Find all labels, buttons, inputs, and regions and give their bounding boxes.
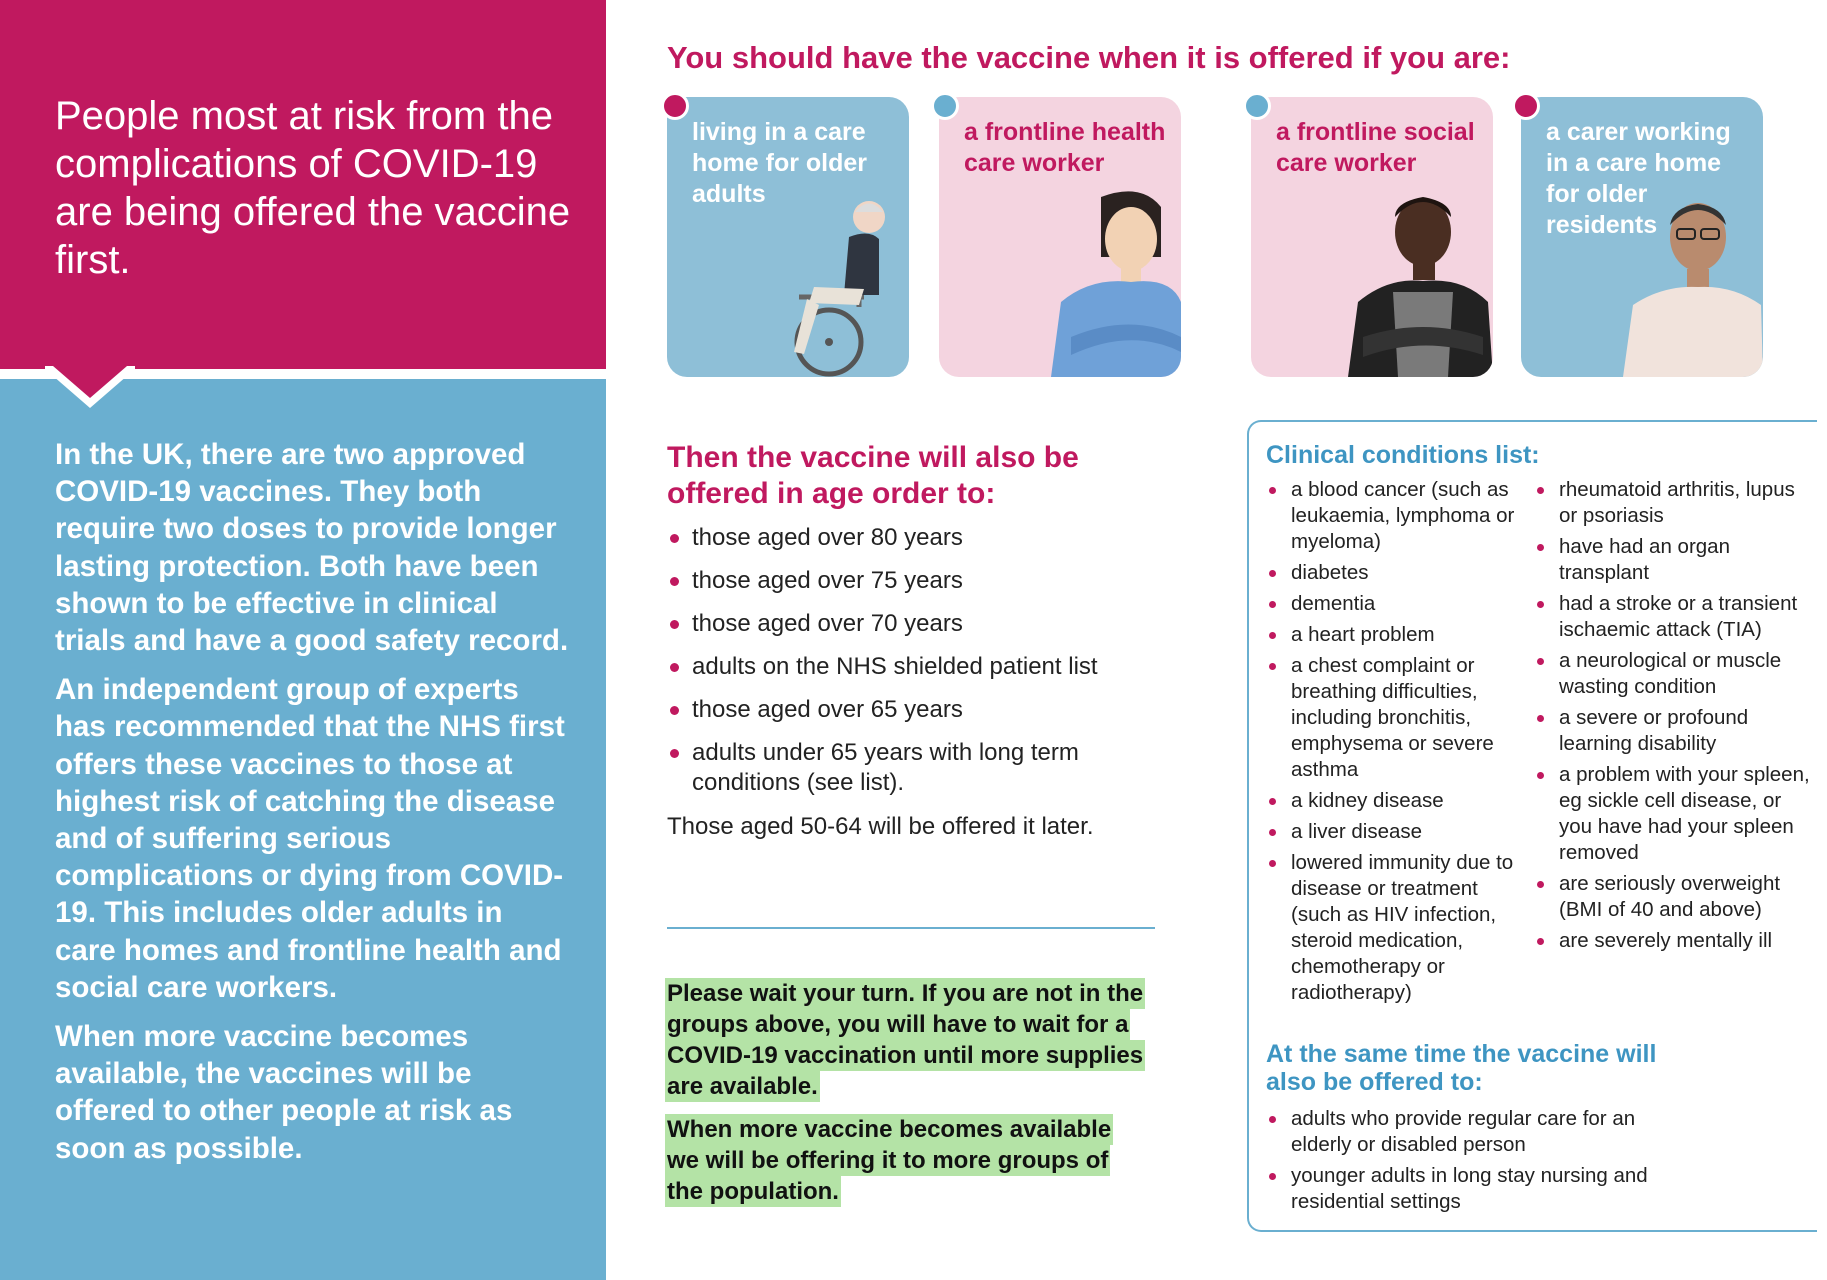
clinical-list-col2 [1534,477,1814,959]
card-dot-icon [1512,92,1540,120]
left-headline: People most at risk from the complications of COVID-19 are being offered the vaccine first. [55,94,571,282]
clinical-heading: Clinical conditions list: [1266,441,1540,469]
section-divider [667,927,1155,929]
card-care-home-resident [667,97,909,377]
main-heading: You should have the vaccine when it is offered if you are: [667,40,1511,75]
card-carer-care-home [1521,97,1763,377]
list-item: a liver disease [1266,819,1516,845]
card-label: a frontline health care worker [964,118,1166,177]
list-item: dementia [1266,591,1516,617]
list-item: have had an organ transplant [1534,534,1814,586]
list-item: adults who provide regular care for an elderly or disabled person [1266,1106,1656,1158]
notice-text: Please wait your turn. If you are not in the groups above, you will have to wait for a COVID-19 vaccination until more supplies are available. [667,980,1144,1100]
speech-arrow-icon [45,366,135,416]
nurse-icon [1031,177,1181,377]
list-item: a neurological or muscle wasting condition [1534,648,1814,700]
social-worker-icon [1343,177,1493,377]
card-label: living in a care home for older adults [692,118,868,208]
list-item: a severe or profound learning disability [1534,705,1814,757]
list-item: a kidney disease [1266,788,1516,814]
age-order-list [667,523,1147,811]
list-item: adults on the NHS shielded patient list [667,652,1147,682]
list-item: those aged over 80 years [667,523,1147,553]
list-item: are seriously overweight (BMI of 40 and above) [1534,871,1814,923]
wait-turn-notice [665,978,1145,1102]
card-label: a carer working in a care home for older residents [1546,118,1731,239]
left-body-text [55,436,570,1179]
list-item: had a stroke or a transient ischaemic attack (TIA) [1534,591,1814,643]
left-paragraph: In the UK, there are two approved COVID-19 vaccines. They both require two doses to provide longer lasting protection. Both have been shown to be effective in clinical trials and have a good safety record. [55,438,569,658]
card-social-care-worker [1251,97,1493,377]
list-item: those aged over 70 years [667,609,1147,639]
list-item: a problem with your spleen, eg sickle cell disease, or you have had your spleen removed [1534,762,1814,866]
notice-text: When more vaccine becomes available we will be offering it to more groups of the population. [667,1116,1112,1205]
list-item: are severely mentally ill [1534,928,1814,954]
list-item: a chest complaint or breathing difficulties, including bronchitis, emphysema or severe asthma [1266,653,1516,783]
left-paragraph: An independent group of experts has recommended that the NHS first offers these vaccines to those at highest risk of catching the disease and of suffering serious complications or dying from COVID-19. This includes older adults in care homes and frontline health and social care workers. [55,673,565,1004]
list-item: adults under 65 years with long term conditions (see list). [667,738,1147,798]
list-item: rheumatoid arthritis, lupus or psoriasis [1534,477,1814,529]
age-order-heading: Then the vaccine will also be offered in age order to: [667,441,1079,510]
clinical-list-col1 [1266,477,1516,1011]
list-item: younger adults in long stay nursing and residential settings [1266,1163,1656,1215]
card-label: a frontline social care worker [1276,118,1475,177]
card-dot-icon [1243,92,1271,120]
card-dot-icon [661,92,689,120]
same-time-heading: At the same time the vaccine will also be offered to: [1266,1040,1657,1096]
more-groups-notice [665,1114,1145,1207]
age-note: Those aged 50-64 will be offered it later. [667,813,1094,840]
same-time-list [1266,1106,1656,1220]
list-item: those aged over 65 years [667,695,1147,725]
list-item: a blood cancer (such as leukaemia, lymphoma or myeloma) [1266,477,1516,555]
left-paragraph: When more vaccine becomes available, the vaccines will be offered to other people at risk as soon as possible. [55,1020,513,1165]
left-top-panel [0,0,606,369]
list-item: lowered immunity due to disease or treatment (such as HIV infection, steroid medication, chemotherapy or radiotherapy) [1266,850,1516,1006]
card-health-care-worker [939,97,1181,377]
list-item: diabetes [1266,560,1516,586]
list-item: a heart problem [1266,622,1516,648]
list-item: those aged over 75 years [667,566,1147,596]
card-dot-icon [931,92,959,120]
